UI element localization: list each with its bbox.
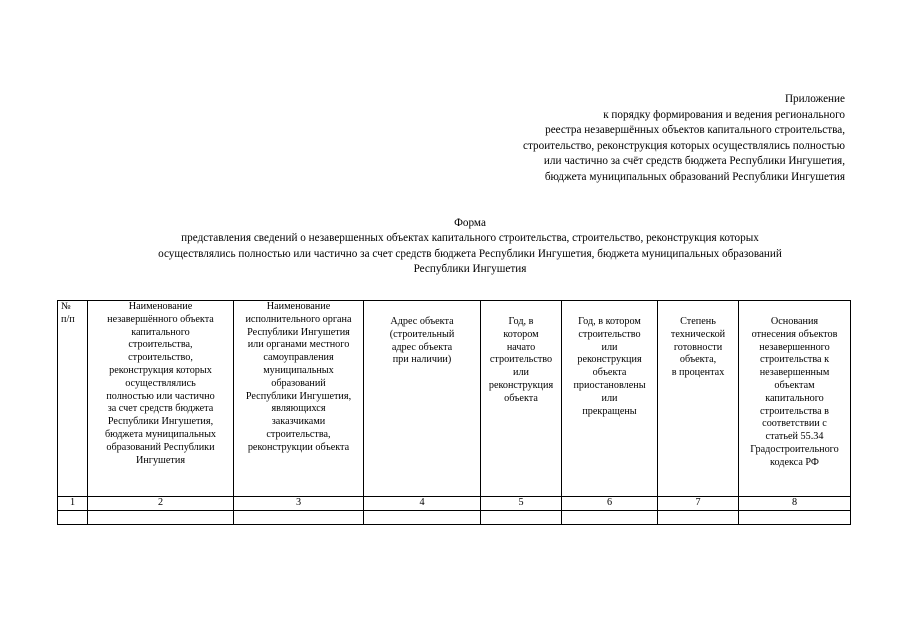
header-line: (строительный bbox=[389, 328, 455, 340]
header-line: прекращены bbox=[582, 405, 637, 417]
header-line: за счет средств бюджета bbox=[107, 403, 214, 415]
header-cell-address bbox=[364, 301, 481, 497]
column-number: 3 bbox=[234, 497, 364, 511]
header-line: объекта, bbox=[679, 354, 717, 366]
column-number: 4 bbox=[364, 497, 481, 511]
header-line: заказчиками bbox=[271, 416, 326, 428]
register-table bbox=[57, 300, 851, 525]
header-line: или bbox=[513, 367, 529, 379]
appendix-line: или частично за счёт средств бюджета Республики Ингушетия, bbox=[543, 155, 845, 168]
empty-cell[interactable] bbox=[562, 510, 658, 524]
header-line: строительства к bbox=[759, 354, 830, 366]
header-line: Ингушетия bbox=[135, 454, 186, 466]
header-line: Республики Ингушетия, bbox=[107, 416, 214, 428]
appendix-line: к порядку формирования и ведения регионального bbox=[603, 108, 845, 121]
header-cell-object-name bbox=[88, 301, 234, 497]
appendix-line: строительство, реконструкция которых осуществлялись полностью bbox=[523, 139, 845, 152]
header-cell-readiness bbox=[658, 301, 739, 497]
column-number: 8 bbox=[739, 497, 851, 511]
empty-cell[interactable] bbox=[88, 510, 234, 524]
column-number: 5 bbox=[481, 497, 562, 511]
header-line: бюджета муниципальных bbox=[104, 428, 217, 440]
column-number: 7 bbox=[658, 497, 739, 511]
empty-cell[interactable] bbox=[658, 510, 739, 524]
header-line: строительства в bbox=[760, 405, 829, 417]
header-line: реконструкция которых bbox=[109, 364, 212, 376]
empty-cell[interactable] bbox=[234, 510, 364, 524]
header-cell-number bbox=[58, 301, 88, 497]
header-line: готовности bbox=[673, 341, 723, 353]
header-line: осуществлялись bbox=[125, 377, 196, 389]
header-line: муниципальных bbox=[263, 364, 334, 376]
header-line: или bbox=[601, 341, 618, 353]
header-line: объекта bbox=[592, 367, 627, 379]
header-line: реконструкции объекта bbox=[247, 441, 350, 453]
header-line: строительство, bbox=[128, 352, 193, 364]
empty-cell[interactable] bbox=[364, 510, 481, 524]
appendix-line: реестра незавершённых объектов капитального строительства, bbox=[545, 124, 845, 137]
appendix-line: Приложение bbox=[784, 93, 845, 105]
header-line: самоуправления bbox=[263, 352, 334, 364]
header-cell-start-year bbox=[481, 301, 562, 497]
header-line: Республики Ингушетия bbox=[247, 326, 350, 338]
header-line: незавершенным bbox=[759, 367, 830, 379]
header-line: статьей 55.34 bbox=[765, 431, 824, 443]
table-header-row bbox=[58, 301, 851, 497]
header-line: отнесения объектов bbox=[751, 328, 838, 340]
appendix-line: бюджета муниципальных образований Республики Ингушетия bbox=[544, 170, 845, 183]
header-line: Адрес объекта bbox=[390, 316, 454, 327]
header-line: образований Республики bbox=[106, 441, 215, 453]
header-cell-stop-year bbox=[562, 301, 658, 497]
header-line: № bbox=[61, 301, 71, 312]
header-line: объектам bbox=[774, 379, 815, 391]
empty-cell[interactable] bbox=[58, 510, 88, 524]
header-line: или органами местного bbox=[247, 339, 350, 351]
header-line: в процентах bbox=[671, 367, 725, 379]
header-line: технической bbox=[670, 328, 726, 340]
column-number: 2 bbox=[88, 497, 234, 511]
column-number-row bbox=[58, 497, 851, 511]
column-number: 1 bbox=[58, 497, 88, 511]
header-line: соответствии с bbox=[762, 418, 827, 430]
column-number: 6 bbox=[562, 497, 658, 511]
header-line: Градостроительного bbox=[750, 443, 839, 455]
header-line: исполнительного органа bbox=[245, 313, 352, 325]
header-line: при наличии) bbox=[392, 354, 452, 366]
header-line: строительство bbox=[578, 328, 641, 340]
header-line: полностью или частично bbox=[106, 390, 215, 402]
header-line: котором bbox=[503, 328, 539, 340]
header-line: начато bbox=[506, 341, 536, 353]
header-line: являющихся bbox=[271, 403, 326, 415]
form-title: Форма bbox=[454, 217, 486, 229]
empty-cell[interactable] bbox=[739, 510, 851, 524]
header-line: незавершённого объекта bbox=[107, 313, 214, 325]
header-line: Основания bbox=[770, 316, 819, 327]
form-subtitle-line: Республики Ингушетия bbox=[413, 263, 527, 276]
header-line: строительства, bbox=[128, 339, 193, 351]
header-line: реконструкция bbox=[488, 379, 554, 391]
header-line: строительства, bbox=[266, 428, 331, 440]
header-cell-executive-body bbox=[234, 301, 364, 497]
header-line: Наименование bbox=[128, 301, 193, 312]
empty-data-row bbox=[58, 510, 851, 524]
header-line: незавершенного bbox=[759, 341, 830, 353]
header-line: адрес объекта bbox=[391, 341, 453, 353]
form-subtitle-line: представления сведений о незавершенных объектах капитального строительства, строительство, реконструкция которых bbox=[181, 232, 759, 245]
header-line: Республики Ингушетия, bbox=[245, 390, 352, 402]
form-heading bbox=[60, 216, 880, 278]
header-line: образований bbox=[271, 377, 326, 389]
header-line: Наименование bbox=[266, 301, 331, 312]
header-line: Степень bbox=[680, 316, 716, 327]
header-line: Год, в котором bbox=[578, 316, 641, 327]
header-line: или bbox=[601, 392, 618, 404]
header-line: кодекса РФ bbox=[770, 456, 819, 468]
header-cell-grounds bbox=[739, 301, 851, 497]
form-subtitle-line: осуществлялись полностью или частично за счет средств бюджета Республики Ингушетия, бюджета муниципальных образований bbox=[158, 247, 782, 260]
header-line: Год, в bbox=[508, 316, 534, 327]
header-line: строительство bbox=[489, 354, 553, 366]
header-line: приостановлены bbox=[573, 379, 646, 391]
header-line: реконструкция bbox=[577, 354, 642, 366]
header-line: капитального bbox=[765, 392, 824, 404]
appendix-note bbox=[523, 92, 845, 186]
header-line: п/п bbox=[61, 313, 75, 325]
empty-cell[interactable] bbox=[481, 510, 562, 524]
header-line: капитального bbox=[131, 326, 190, 338]
header-line: объекта bbox=[504, 392, 538, 404]
